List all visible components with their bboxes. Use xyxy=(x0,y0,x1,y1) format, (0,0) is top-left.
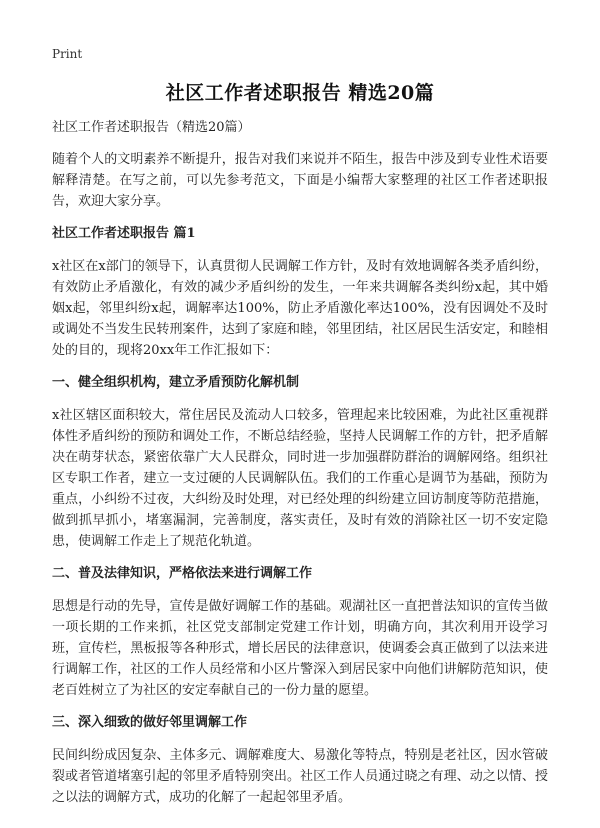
section3-paragraph: 民间纠纷成因复杂、主体多元、调解难度大、易激化等特点，特别是老社区，因水管破裂或者管道堵塞引起的邻里矛盾特别突出。社区工作人员通过晓之有理、动之以情、授之以法的调解方式，成功的化解了一起起邻里矛盾。 xyxy=(52,748,548,805)
section1-heading: 一、健全组织机构，建立矛盾预防化解机制 xyxy=(52,375,300,390)
print-label: Print xyxy=(52,47,83,61)
section3-heading: 三、深入细致的做好邻里调解工作 xyxy=(52,715,248,730)
section2-heading: 二、普及法律知识，严格依法来进行调解工作 xyxy=(52,566,313,581)
document-subtitle: 社区工作者述职报告（精选20篇） xyxy=(52,120,251,135)
page-title: 社区工作者述职报告 精选20篇 xyxy=(165,82,435,104)
document-body xyxy=(52,119,548,820)
piece-intro-paragraph: x社区在x部门的领导下，认真贯彻人民调解工作方针，及时有效地调解各类矛盾纠纷，有效防止矛盾激化，有效的减少矛盾纠纷的发生，一年来共调解各类纠纷x起，其中婚姻x起，邻里纠纷x起，调解率达100%，防止矛盾激化率达100%，没有因调处不及时或调处不当发生民转刑案件，达到了家庭和睦，邻里团结，社区居民生活安定，和睦相处的目的，现将20xx年工作汇报如下： xyxy=(52,259,548,358)
intro-paragraph: 随着个人的文明素养不断提升，报告对我们来说并不陌生，报告中涉及到专业性术语要解释清楚。在写之前，可以先参考范文，下面是小编帮大家整理的社区工作者述职报告，欢迎大家分享。 xyxy=(52,152,548,209)
section2-paragraph: 思想是行动的先导，宣传是做好调解工作的基础。观湖社区一直把普法知识的宣传当做一项长期的工作来抓，社区党支部制定党建工作计划，明确方向，其次利用开设学习班，宣传栏，黑板报等各种形式，增长居民的法律意识，使调委会真正做到了以法来进行调解工作，社区的工作人员经常和小区片警深入到居民家中向他们讲解防范知识，使老百姓树立了为社区的安定奉献自己的一份力量的愿望。 xyxy=(52,599,548,698)
piece-heading: 社区工作者述职报告 篇1 xyxy=(52,226,196,241)
section1-paragraph: x社区辖区面积较大，常住居民及流动人口较多，管理起来比较困难，为此社区重视群体性矛盾纠纷的预防和调处工作，不断总结经验，坚持人民调解工作的方针，把矛盾解决在萌芽状态，紧密依靠广大人民群众，同时进一步加强群防群治的调解网络。组织社区专职工作者，建立一支过硬的人民调解队伍。我们的工作重心是调节为基础，预防为重点，小纠纷不过夜，大纠纷及时处理，对已经处理的纠纷建立回访制度等防范措施，做到抓早抓小，堵塞漏洞，完善制度，落实责任，及时有效的消除社区一切不安定隐患，使调解工作走上了规范化轨道。 xyxy=(52,408,548,549)
